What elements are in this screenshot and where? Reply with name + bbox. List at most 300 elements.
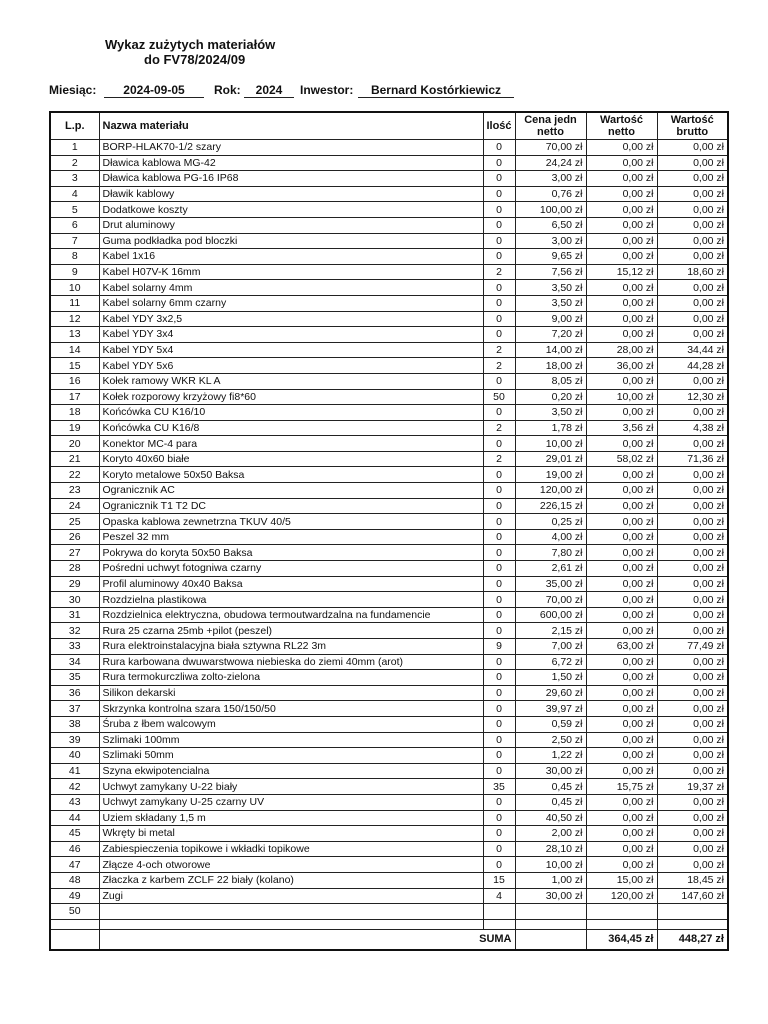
cell-lp: 48: [50, 872, 99, 888]
cell-price: 0,45 zł: [515, 779, 586, 795]
cell-lp: 16: [50, 373, 99, 389]
col-price-line1: Cena jedn: [524, 114, 577, 126]
table-row: [50, 373, 728, 389]
table-row: [50, 420, 728, 436]
cell-qty: 0: [483, 763, 515, 779]
table-row: [50, 763, 728, 779]
table-row: [50, 264, 728, 280]
cell-gross: 0,00 zł: [657, 280, 728, 296]
cell-price: 0,45 zł: [515, 794, 586, 810]
table-row: [50, 841, 728, 857]
cell-name: Szlimaki 100mm: [99, 732, 483, 748]
cell-qty: 0: [483, 514, 515, 530]
cell-name: Profil aluminowy 40x40 Baksa: [99, 576, 483, 592]
cell-price: 4,00 zł: [515, 529, 586, 545]
cell-lp: 39: [50, 732, 99, 748]
cell-gross: 0,00 zł: [657, 545, 728, 561]
cell-qty: 0: [483, 607, 515, 623]
cell-gross: 0,00 zł: [657, 576, 728, 592]
cell-qty: 0: [483, 701, 515, 717]
table-row: [50, 155, 728, 171]
cell-lp: 14: [50, 342, 99, 358]
cell-net: 0,00 zł: [586, 748, 657, 764]
cell-qty: 0: [483, 716, 515, 732]
cell-price: 6,72 zł: [515, 654, 586, 670]
cell-qty: 0: [483, 654, 515, 670]
cell-gross: 0,00 zł: [657, 685, 728, 701]
cell-qty: 35: [483, 779, 515, 795]
cell-gross: 0,00 zł: [657, 171, 728, 187]
cell-qty: 2: [483, 342, 515, 358]
cell-net: 0,00 zł: [586, 826, 657, 842]
cell-net: 0,00 zł: [586, 327, 657, 343]
table-row: [50, 483, 728, 499]
cell-net: 0,00 zł: [586, 592, 657, 608]
cell-price: 0,20 zł: [515, 389, 586, 405]
cell-gross: 0,00 zł: [657, 748, 728, 764]
cell-net: 28,00 zł: [586, 342, 657, 358]
table-row: [50, 794, 728, 810]
cell-lp: 7: [50, 233, 99, 249]
cell-gross: 0,00 zł: [657, 794, 728, 810]
cell-price: 2,50 zł: [515, 732, 586, 748]
table-row: [50, 716, 728, 732]
cell-qty: 0: [483, 810, 515, 826]
cell-qty: 0: [483, 373, 515, 389]
cell-lp: 28: [50, 561, 99, 577]
table-row: [50, 311, 728, 327]
cell-net: 0,00 zł: [586, 202, 657, 218]
cell-qty: 0: [483, 670, 515, 686]
cell-name: Uchwyt zamykany U-22 biały: [99, 779, 483, 795]
cell-gross: 19,37 zł: [657, 779, 728, 795]
cell-name: Uziem składany 1,5 m: [99, 810, 483, 826]
cell-price: 9,65 zł: [515, 249, 586, 265]
table-row: [50, 779, 728, 795]
table-row: [50, 217, 728, 233]
cell-qty: 0: [483, 623, 515, 639]
cell-qty: 0: [483, 327, 515, 343]
year-label: Rok:: [214, 83, 241, 97]
cell-name: Koryto 40x60 białe: [99, 451, 483, 467]
table-row: [50, 358, 728, 374]
cell-gross: 0,00 zł: [657, 405, 728, 421]
cell-gross: 18,60 zł: [657, 264, 728, 280]
investor-value: Bernard Kostórkiewicz: [358, 83, 514, 98]
cell-gross: 0,00 zł: [657, 295, 728, 311]
cell-lp: 49: [50, 888, 99, 904]
cell-qty: 0: [483, 561, 515, 577]
cell-gross: 0,00 zł: [657, 436, 728, 452]
cell-net: 0,00 zł: [586, 311, 657, 327]
cell-lp: 17: [50, 389, 99, 405]
table-row: [50, 295, 728, 311]
cell-name: Dławik kablowy: [99, 186, 483, 202]
cell-gross: 0,00 zł: [657, 592, 728, 608]
cell-name: Ogranicznik AC: [99, 483, 483, 499]
cell-name: Rura termokurczliwa zolto-zielona: [99, 670, 483, 686]
cell-lp: 30: [50, 592, 99, 608]
cell-name: Rura 25 czarna 25mb +pilot (peszel): [99, 623, 483, 639]
cell-price: 1,22 zł: [515, 748, 586, 764]
cell-gross: 0,00 zł: [657, 810, 728, 826]
cell-name: Rura karbowana dwuwarstwowa niebieska do ziemi 40mm (arot): [99, 654, 483, 670]
cell-name: Kabel YDY 5x4: [99, 342, 483, 358]
table-row: [50, 670, 728, 686]
col-net: [586, 112, 657, 140]
cell-name: Peszel 32 mm: [99, 529, 483, 545]
cell-lp: 22: [50, 467, 99, 483]
cell-net: 0,00 zł: [586, 295, 657, 311]
cell-net: 0,00 zł: [586, 607, 657, 623]
cell-lp: 50: [50, 904, 99, 920]
cell-net: 120,00 zł: [586, 888, 657, 904]
table-row: [50, 514, 728, 530]
cell-net: 15,00 zł: [586, 872, 657, 888]
cell-name: Wkręty bi metal: [99, 826, 483, 842]
table-row: [50, 545, 728, 561]
cell-qty: 0: [483, 732, 515, 748]
cell-gross: 0,00 zł: [657, 654, 728, 670]
cell-price: [515, 904, 586, 920]
cell-name: Pośredni uchwyt fotogniwa czarny: [99, 561, 483, 577]
cell-name: Dławica kablowa PG-16 IP68: [99, 171, 483, 187]
cell-qty: 4: [483, 888, 515, 904]
cell-qty: 9: [483, 639, 515, 655]
cell-gross: 18,45 zł: [657, 872, 728, 888]
cell-net: 0,00 zł: [586, 841, 657, 857]
cell-qty: 0: [483, 592, 515, 608]
cell-price: 7,00 zł: [515, 639, 586, 655]
table-row: [50, 561, 728, 577]
cell-lp: 35: [50, 670, 99, 686]
cell-name: Zabiespieczenia topikowe i wkładki topikowe: [99, 841, 483, 857]
table-body: [50, 140, 728, 920]
cell-net: 58,02 zł: [586, 451, 657, 467]
table-row: [50, 685, 728, 701]
cell-lp: 47: [50, 857, 99, 873]
cell-qty: 0: [483, 186, 515, 202]
cell-qty: 0: [483, 498, 515, 514]
cell-gross: 0,00 zł: [657, 561, 728, 577]
cell-name: Drut aluminowy: [99, 217, 483, 233]
cell-lp: 33: [50, 639, 99, 655]
cell-net: 0,00 zł: [586, 171, 657, 187]
cell-price: 100,00 zł: [515, 202, 586, 218]
cell-lp: 31: [50, 607, 99, 623]
month-label: Miesiąc:: [49, 83, 97, 97]
cell-price: 7,80 zł: [515, 545, 586, 561]
table-row: [50, 405, 728, 421]
table-row: [50, 342, 728, 358]
cell-qty: 15: [483, 872, 515, 888]
cell-lp: 4: [50, 186, 99, 202]
cell-qty: 0: [483, 233, 515, 249]
table-row: [50, 857, 728, 873]
cell-gross: 0,00 zł: [657, 233, 728, 249]
cell-lp: 42: [50, 779, 99, 795]
cell-name: Złaczka z karbem ZCLF 22 biały (kolano): [99, 872, 483, 888]
cell-gross: 0,00 zł: [657, 763, 728, 779]
cell-gross: 0,00 zł: [657, 373, 728, 389]
cell-price: 3,50 zł: [515, 295, 586, 311]
cell-gross: 0,00 zł: [657, 716, 728, 732]
cell-net: 0,00 zł: [586, 623, 657, 639]
cell-net: 0,00 zł: [586, 701, 657, 717]
cell-net: 0,00 zł: [586, 763, 657, 779]
cell-price: 6,50 zł: [515, 217, 586, 233]
col-price: [515, 112, 586, 140]
table-row: [50, 639, 728, 655]
investor-label: Inwestor:: [300, 83, 354, 97]
table-row: [50, 451, 728, 467]
col-gross-line1: Wartość: [670, 114, 714, 126]
cell-gross: 0,00 zł: [657, 186, 728, 202]
cell-name: Kabel solarny 4mm: [99, 280, 483, 296]
cell-name: BORP-HLAK70-1/2 szary: [99, 140, 483, 156]
cell-qty: 0: [483, 857, 515, 873]
cell-net: 0,00 zł: [586, 514, 657, 530]
cell-price: 1,50 zł: [515, 670, 586, 686]
table-gap-row: [50, 919, 728, 929]
cell-price: 0,76 zł: [515, 186, 586, 202]
cell-lp: 21: [50, 451, 99, 467]
cell-qty: 0: [483, 155, 515, 171]
cell-price: 120,00 zł: [515, 483, 586, 499]
cell-net: 36,00 zł: [586, 358, 657, 374]
cell-net: 0,00 zł: [586, 140, 657, 156]
cell-price: 600,00 zł: [515, 607, 586, 623]
col-gross: [657, 112, 728, 140]
cell-lp: 3: [50, 171, 99, 187]
cell-net: 0,00 zł: [586, 545, 657, 561]
table-row: [50, 233, 728, 249]
cell-net: 0,00 zł: [586, 280, 657, 296]
cell-name: Kołek ramowy WKR KL A: [99, 373, 483, 389]
cell-name: Rozdzielnica elektryczna, obudowa termoutwardzalna na fundamencie: [99, 607, 483, 623]
cell-gross: 12,30 zł: [657, 389, 728, 405]
materials-table: [49, 111, 729, 951]
cell-name: Rura elektroinstalacyjna biała sztywna RL22 3m: [99, 639, 483, 655]
cell-qty: 0: [483, 841, 515, 857]
cell-gross: 34,44 zł: [657, 342, 728, 358]
document-meta: [0, 83, 768, 99]
cell-name: Pokrywa do koryta 50x50 Baksa: [99, 545, 483, 561]
cell-net: 0,00 zł: [586, 498, 657, 514]
table-header-row: [50, 112, 728, 140]
cell-qty: 0: [483, 405, 515, 421]
cell-price: 39,97 zł: [515, 701, 586, 717]
cell-price: 8,05 zł: [515, 373, 586, 389]
cell-lp: 25: [50, 514, 99, 530]
cell-qty: 0: [483, 826, 515, 842]
cell-price: 10,00 zł: [515, 857, 586, 873]
col-qty: Ilość: [483, 112, 515, 140]
cell-lp: 32: [50, 623, 99, 639]
table-row: [50, 202, 728, 218]
cell-gross: 0,00 zł: [657, 217, 728, 233]
cell-name: Ogranicznik T1 T2 DC: [99, 498, 483, 514]
cell-qty: [483, 904, 515, 920]
cell-name: Szyna ekwipotencialna: [99, 763, 483, 779]
cell-price: 35,00 zł: [515, 576, 586, 592]
cell-price: 29,60 zł: [515, 685, 586, 701]
cell-net: 0,00 zł: [586, 654, 657, 670]
cell-qty: 0: [483, 171, 515, 187]
cell-qty: 2: [483, 420, 515, 436]
cell-lp: 27: [50, 545, 99, 561]
cell-name: Kabel YDY 5x6: [99, 358, 483, 374]
cell-price: 10,00 zł: [515, 436, 586, 452]
cell-qty: 0: [483, 576, 515, 592]
cell-price: 3,50 zł: [515, 280, 586, 296]
cell-gross: 71,36 zł: [657, 451, 728, 467]
cell-qty: 2: [483, 358, 515, 374]
cell-name: Skrzynka kontrolna szara 150/150/50: [99, 701, 483, 717]
cell-lp: 37: [50, 701, 99, 717]
cell-name: Złącze 4-och otworowe: [99, 857, 483, 873]
table-row: [50, 327, 728, 343]
cell-gross: 0,00 zł: [657, 623, 728, 639]
cell-net: 0,00 zł: [586, 810, 657, 826]
cell-gross: 0,00 zł: [657, 701, 728, 717]
cell-name: Dławica kablowa MG-42: [99, 155, 483, 171]
cell-lp: 46: [50, 841, 99, 857]
cell-lp: 13: [50, 327, 99, 343]
table-row: [50, 810, 728, 826]
cell-gross: 4,38 zł: [657, 420, 728, 436]
cell-lp: 20: [50, 436, 99, 452]
cell-net: 0,00 zł: [586, 561, 657, 577]
cell-price: 9,00 zł: [515, 311, 586, 327]
cell-lp: 29: [50, 576, 99, 592]
cell-gross: 0,00 zł: [657, 327, 728, 343]
cell-price: 18,00 zł: [515, 358, 586, 374]
cell-name: Śruba z łbem walcowym: [99, 716, 483, 732]
cell-qty: 0: [483, 467, 515, 483]
table-row: [50, 171, 728, 187]
cell-qty: 0: [483, 794, 515, 810]
cell-gross: 0,00 zł: [657, 670, 728, 686]
sum-net: 364,45 zł: [586, 929, 657, 950]
cell-lp: 11: [50, 295, 99, 311]
cell-lp: 24: [50, 498, 99, 514]
cell-net: 63,00 zł: [586, 639, 657, 655]
cell-name: Końcówka CU K16/8: [99, 420, 483, 436]
document-title: [105, 37, 275, 67]
cell-name: Silikon dekarski: [99, 685, 483, 701]
cell-name: Konektor MC-4 para: [99, 436, 483, 452]
cell-net: 0,00 zł: [586, 155, 657, 171]
cell-lp: 12: [50, 311, 99, 327]
cell-qty: 2: [483, 264, 515, 280]
table-row: [50, 872, 728, 888]
cell-lp: 15: [50, 358, 99, 374]
cell-lp: 5: [50, 202, 99, 218]
col-gross-line2: brutto: [676, 126, 709, 138]
cell-qty: 0: [483, 202, 515, 218]
cell-lp: 40: [50, 748, 99, 764]
table-row: [50, 576, 728, 592]
table-row: [50, 623, 728, 639]
table-row: [50, 701, 728, 717]
cell-net: 0,00 zł: [586, 373, 657, 389]
cell-name: Kabel YDY 3x4: [99, 327, 483, 343]
cell-qty: 2: [483, 451, 515, 467]
table-row: [50, 826, 728, 842]
table-row: [50, 654, 728, 670]
cell-name: Szlimaki 50mm: [99, 748, 483, 764]
cell-gross: 0,00 zł: [657, 514, 728, 530]
cell-gross: 0,00 zł: [657, 311, 728, 327]
cell-price: 2,61 zł: [515, 561, 586, 577]
cell-gross: 0,00 zł: [657, 155, 728, 171]
cell-gross: 0,00 zł: [657, 732, 728, 748]
cell-name: Końcówka CU K16/10: [99, 405, 483, 421]
table-row: [50, 436, 728, 452]
cell-net: 0,00 zł: [586, 467, 657, 483]
cell-lp: 6: [50, 217, 99, 233]
cell-net: 3,56 zł: [586, 420, 657, 436]
table-row: [50, 389, 728, 405]
cell-qty: 0: [483, 249, 515, 265]
year-value: 2024: [244, 83, 294, 98]
cell-lp: 10: [50, 280, 99, 296]
cell-name: Kabel YDY 3x2,5: [99, 311, 483, 327]
cell-lp: 9: [50, 264, 99, 280]
table-row: [50, 140, 728, 156]
cell-price: 1,78 zł: [515, 420, 586, 436]
table-row: [50, 249, 728, 265]
cell-qty: 0: [483, 295, 515, 311]
cell-price: 2,00 zł: [515, 826, 586, 842]
col-price-line2: netto: [537, 126, 564, 138]
cell-net: 0,00 zł: [586, 794, 657, 810]
cell-price: 226,15 zł: [515, 498, 586, 514]
table-row: [50, 467, 728, 483]
cell-gross: 0,00 zł: [657, 140, 728, 156]
cell-price: 40,50 zł: [515, 810, 586, 826]
cell-name: Kabel H07V-K 16mm: [99, 264, 483, 280]
cell-net: 0,00 zł: [586, 217, 657, 233]
cell-qty: 0: [483, 529, 515, 545]
table-row: [50, 529, 728, 545]
cell-price: 7,20 zł: [515, 327, 586, 343]
col-net-line1: Wartość: [600, 114, 643, 126]
cell-name: Kabel solarny 6mm czarny: [99, 295, 483, 311]
cell-lp: 18: [50, 405, 99, 421]
title-line-2: do FV78/2024/09: [144, 52, 246, 67]
cell-price: 0,25 zł: [515, 514, 586, 530]
cell-price: 19,00 zł: [515, 467, 586, 483]
cell-lp: 41: [50, 763, 99, 779]
cell-price: 24,24 zł: [515, 155, 586, 171]
cell-net: 0,00 zł: [586, 233, 657, 249]
table-row: [50, 888, 728, 904]
table-row: [50, 607, 728, 623]
cell-name: Kołek rozporowy krzyżowy fi8*60: [99, 389, 483, 405]
table-sum-row: [50, 929, 728, 950]
cell-gross: 0,00 zł: [657, 202, 728, 218]
cell-lp: 1: [50, 140, 99, 156]
cell-name: Koryto metalowe 50x50 Baksa: [99, 467, 483, 483]
cell-price: 70,00 zł: [515, 592, 586, 608]
table-row: [50, 186, 728, 202]
cell-lp: 43: [50, 794, 99, 810]
month-value: 2024-09-05: [104, 83, 204, 98]
cell-price: 29,01 zł: [515, 451, 586, 467]
cell-name: Kabel 1x16: [99, 249, 483, 265]
